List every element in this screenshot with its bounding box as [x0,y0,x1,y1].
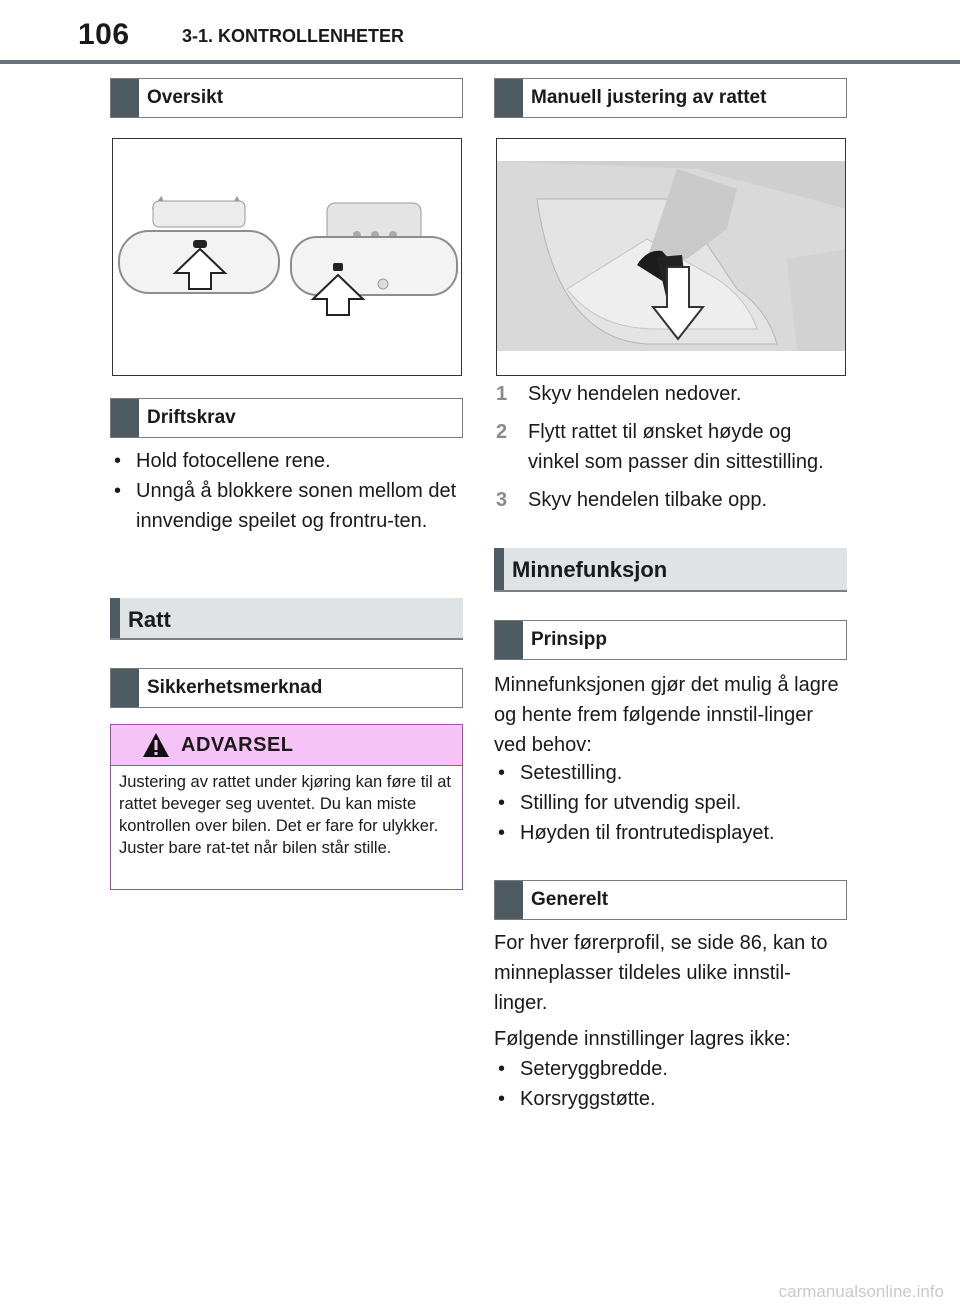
heading-sikkerhet [110,668,463,708]
heading-prinsipp [494,620,847,660]
heading-driftskrav-label: Driftskrav [147,407,236,428]
warning-box [110,724,463,890]
generelt-text-2: Følgende innstillinger lagres ikke: [494,1028,791,1050]
generelt-text-1: For hver førerprofil, se side 86, kan to minneplasser tildeles ulike innstil-linger. [494,932,828,1014]
heading-ratt [110,598,463,640]
list-item: • Korsryggstøtte. [494,1084,846,1114]
step-item [496,379,848,409]
heading-minnefunksjon [494,548,847,592]
list-item: • Stilling for utvendig speil. [494,788,846,818]
heading-sikkerhet-label: Sikkerhetsmerknad [147,677,323,698]
step-number: 3 [496,489,508,511]
step-number: 1 [496,383,508,405]
heading-oversikt [110,78,463,118]
warning-triangle-icon [141,731,171,759]
heading-generelt [494,880,847,920]
chapter-title: 3-1. KONTROLLENHETER [182,26,405,46]
heading-manuell [494,78,847,118]
list-item: • Setestilling. [494,758,846,788]
generelt-list [494,1054,846,1114]
steering-illustration [497,139,846,376]
step-item [496,417,848,477]
figure-steering-lever [496,138,846,376]
step-text: Flytt rattet til ønsket høyde og vinkel som passer din sittestilling. [528,421,824,473]
prinsipp-list [494,758,846,848]
step-text: Skyv hendelen tilbake opp. [528,489,768,511]
step-item [496,485,848,515]
step-number: 2 [496,421,508,443]
heading-oversikt-label: Oversikt [147,87,224,108]
heading-driftskrav [110,398,463,438]
warning-label: ADVARSEL [181,734,294,756]
heading-minnefunksjon-label: Minnefunksjon [512,557,668,582]
header-rule [0,60,960,64]
warning-header [111,725,462,766]
list-item: • Seteryggbredde. [494,1054,846,1084]
warning-text: Justering av rattet under kjøring kan føre til at rattet beveger seg uventet. Du kan miste kontrollen over bilen. Det er fare for ulykker. Juster bare rat-tet når bilen står stille. [119,773,451,857]
watermark: carmanualsonline.info [778,1282,944,1301]
heading-ratt-label: Ratt [128,607,171,632]
heading-generelt-label: Generelt [531,889,609,910]
manuell-steps [496,379,848,523]
driftskrav-list [110,446,460,536]
mirror-illustration [113,139,462,376]
list-item: • Høyden til frontrutedisplayet. [494,818,846,848]
heading-prinsipp-label: Prinsipp [531,629,608,650]
heading-manuell-label: Manuell justering av rattet [531,87,767,108]
page-number: 106 [78,18,130,51]
figure-mirrors [112,138,462,376]
list-item: • Hold fotocellene rene. [110,446,460,476]
prinsipp-text: Minnefunksjonen gjør det mulig å lagre og hente frem følgende innstil-linger ved behov: [494,674,839,756]
list-item: • Unngå å blokkere sonen mellom det innvendige speilet og frontru-ten. [110,476,460,536]
step-text: Skyv hendelen nedover. [528,383,742,405]
